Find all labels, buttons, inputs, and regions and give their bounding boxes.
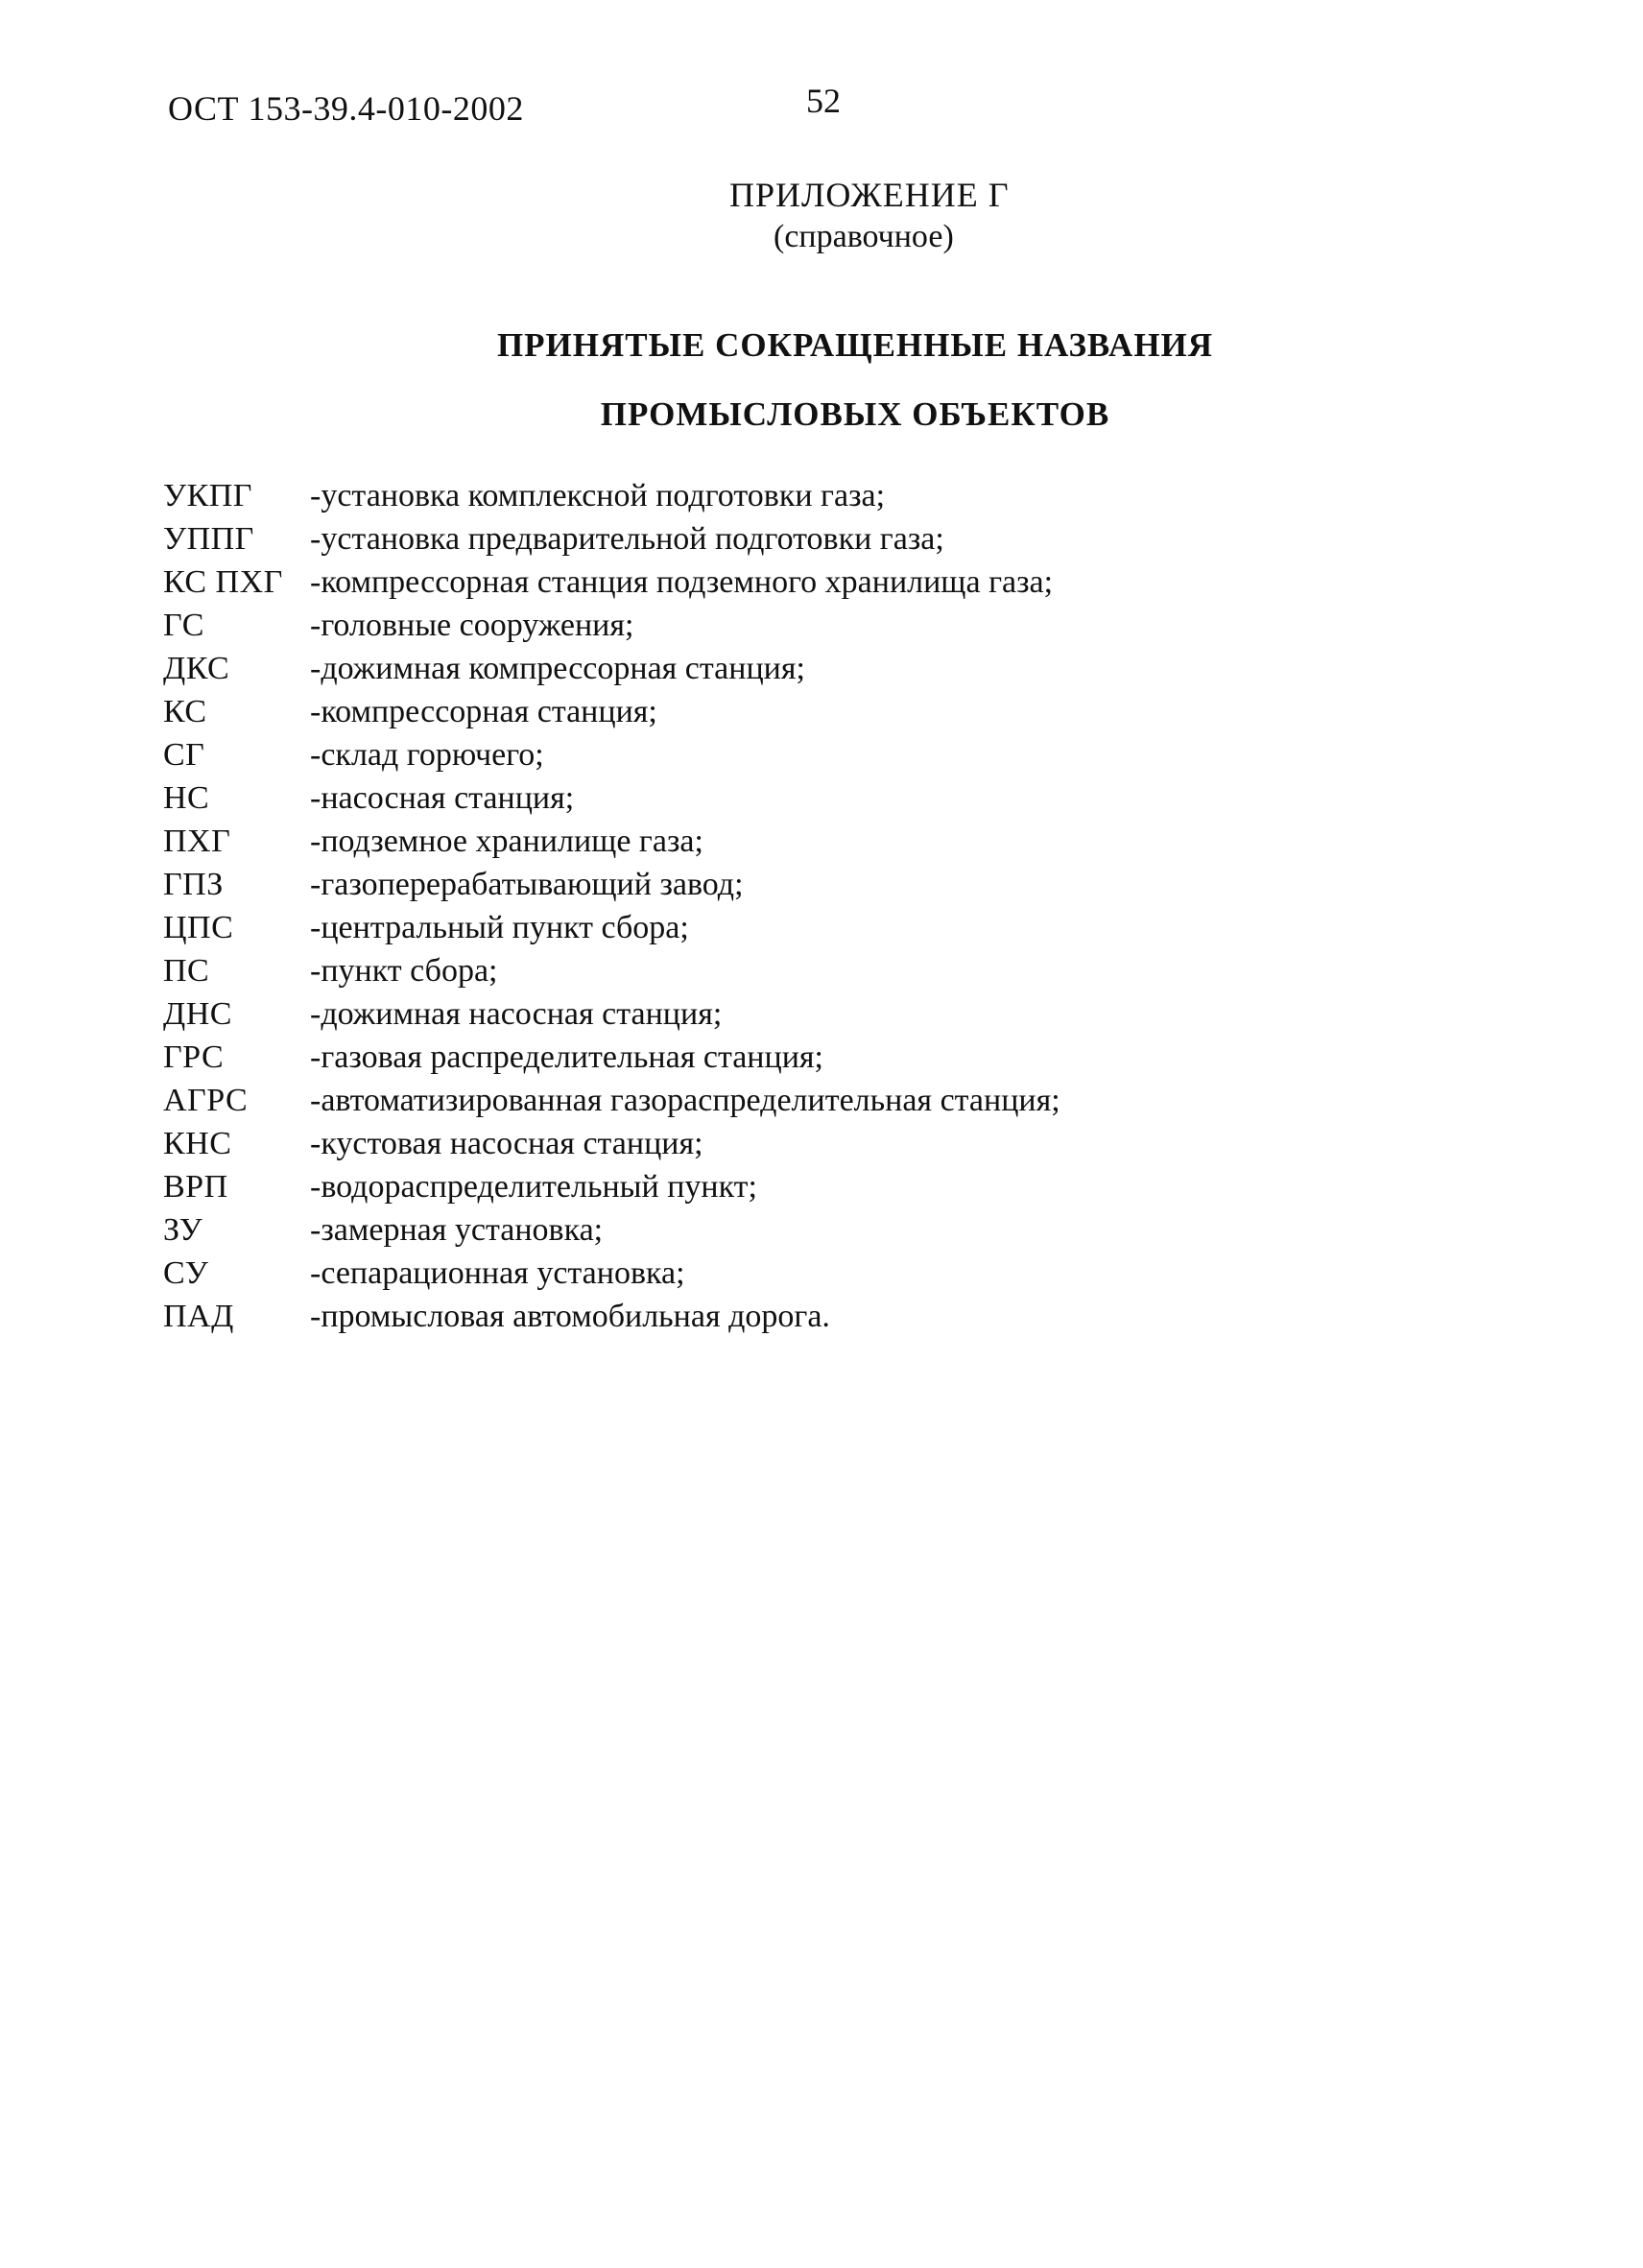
abbreviation-code: АГРС (163, 1083, 249, 1118)
list-item (163, 690, 1526, 733)
list-item (163, 1079, 1526, 1122)
abbreviation-code: ГПЗ (163, 867, 224, 902)
abbreviation-description: газоперерабатывающий завод; (321, 867, 744, 902)
list-item (163, 1295, 1526, 1338)
abbreviation-description: центральный пункт сбора; (321, 910, 689, 945)
abbreviation-code: СГ (163, 737, 205, 773)
abbreviation-list (163, 474, 1526, 1338)
dash-separator (310, 906, 321, 949)
dash-separator (310, 1295, 321, 1338)
list-item (163, 776, 1526, 820)
list-item (163, 906, 1526, 949)
section-heading-line-2: ПРОМЫСЛОВЫХ ОБЪЕКТОВ (600, 395, 1110, 433)
list-item (163, 1036, 1526, 1079)
dash-separator (310, 561, 321, 604)
appendix-type: (справочное) (774, 219, 954, 254)
dash-separator (310, 1208, 321, 1252)
list-item (163, 992, 1526, 1036)
dash-separator (310, 863, 321, 906)
dash-separator (310, 992, 321, 1036)
abbreviation-code: ЦПС (163, 910, 234, 945)
abbreviation-description: водораспределительный пункт; (321, 1169, 757, 1205)
list-item (163, 604, 1526, 647)
dash-separator (310, 1036, 321, 1079)
dash-separator (310, 1252, 321, 1295)
abbreviation-code: ВРП (163, 1169, 228, 1205)
list-item (163, 1252, 1526, 1295)
list-item (163, 1208, 1526, 1252)
dash-separator (310, 604, 321, 647)
dash-separator (310, 690, 321, 733)
abbreviation-code: ДНС (163, 996, 232, 1032)
dash-separator (310, 1079, 321, 1122)
abbreviation-description: пункт сбора; (321, 953, 498, 989)
dash-separator (310, 1165, 321, 1208)
dash-separator (310, 647, 321, 690)
abbreviation-description: дожимная насосная станция; (321, 996, 723, 1032)
list-item (163, 863, 1526, 906)
dash-separator (310, 1122, 321, 1165)
list-item (163, 949, 1526, 992)
abbreviation-description: сепарационная установка; (321, 1255, 685, 1291)
document-code: ОСТ 153-39.4-010-2002 (168, 89, 524, 128)
abbreviation-description: подземное хранилище газа; (321, 824, 703, 859)
dash-separator (310, 776, 321, 820)
dash-separator (310, 517, 321, 561)
list-item (163, 647, 1526, 690)
abbreviation-description: газовая распределительная станция; (321, 1039, 823, 1075)
abbreviation-code: НС (163, 780, 210, 816)
abbreviation-code: ДКС (163, 651, 230, 686)
abbreviation-description: компрессорная станция; (321, 694, 657, 729)
dash-separator (310, 949, 321, 992)
abbreviation-description: установка предварительной подготовки газа; (321, 521, 944, 557)
list-item (163, 1122, 1526, 1165)
abbreviation-description: компрессорная станция подземного хранилища газа; (321, 564, 1054, 600)
abbreviation-description: склад горючего; (321, 737, 544, 773)
abbreviation-description: кустовая насосная станция; (321, 1126, 703, 1161)
abbreviation-code: ПХГ (163, 824, 231, 859)
list-item (163, 820, 1526, 863)
section-heading-line-1: ПРИНЯТЫЕ СОКРАЩЕННЫЕ НАЗВАНИЯ (496, 326, 1214, 364)
list-item (163, 474, 1526, 517)
abbreviation-code: КНС (163, 1126, 232, 1161)
dash-separator (310, 733, 321, 776)
abbreviation-code: КС ПХГ (163, 564, 283, 600)
abbreviation-code: УППГ (163, 521, 254, 557)
abbreviation-description: установка комплексной подготовки газа; (321, 478, 886, 513)
abbreviation-description: головные сооружения; (321, 608, 634, 643)
abbreviation-code: ЗУ (163, 1212, 203, 1248)
abbreviation-description: дожимная компрессорная станция; (321, 651, 805, 686)
appendix-title: ПРИЛОЖЕНИЕ Г (729, 176, 1010, 214)
abbreviation-description: замерная установка; (321, 1212, 604, 1248)
abbreviation-code: ГС (163, 608, 204, 643)
abbreviation-description: насосная станция; (321, 780, 575, 816)
abbreviation-code: ГРС (163, 1039, 225, 1075)
list-item (163, 517, 1526, 561)
abbreviation-code: УКПГ (163, 478, 252, 513)
abbreviation-code: ПАД (163, 1299, 234, 1334)
page-number: 52 (806, 82, 841, 120)
dash-separator (310, 820, 321, 863)
list-item (163, 561, 1526, 604)
dash-separator (310, 474, 321, 517)
abbreviation-description: автоматизированная газораспределительная станция; (321, 1083, 1060, 1118)
list-item (163, 1165, 1526, 1208)
abbreviation-code: ПС (163, 953, 210, 989)
abbreviation-description: промысловая автомобильная дорога. (321, 1299, 830, 1334)
list-item (163, 733, 1526, 776)
abbreviation-code: КС (163, 694, 207, 729)
abbreviation-code: СУ (163, 1255, 209, 1291)
